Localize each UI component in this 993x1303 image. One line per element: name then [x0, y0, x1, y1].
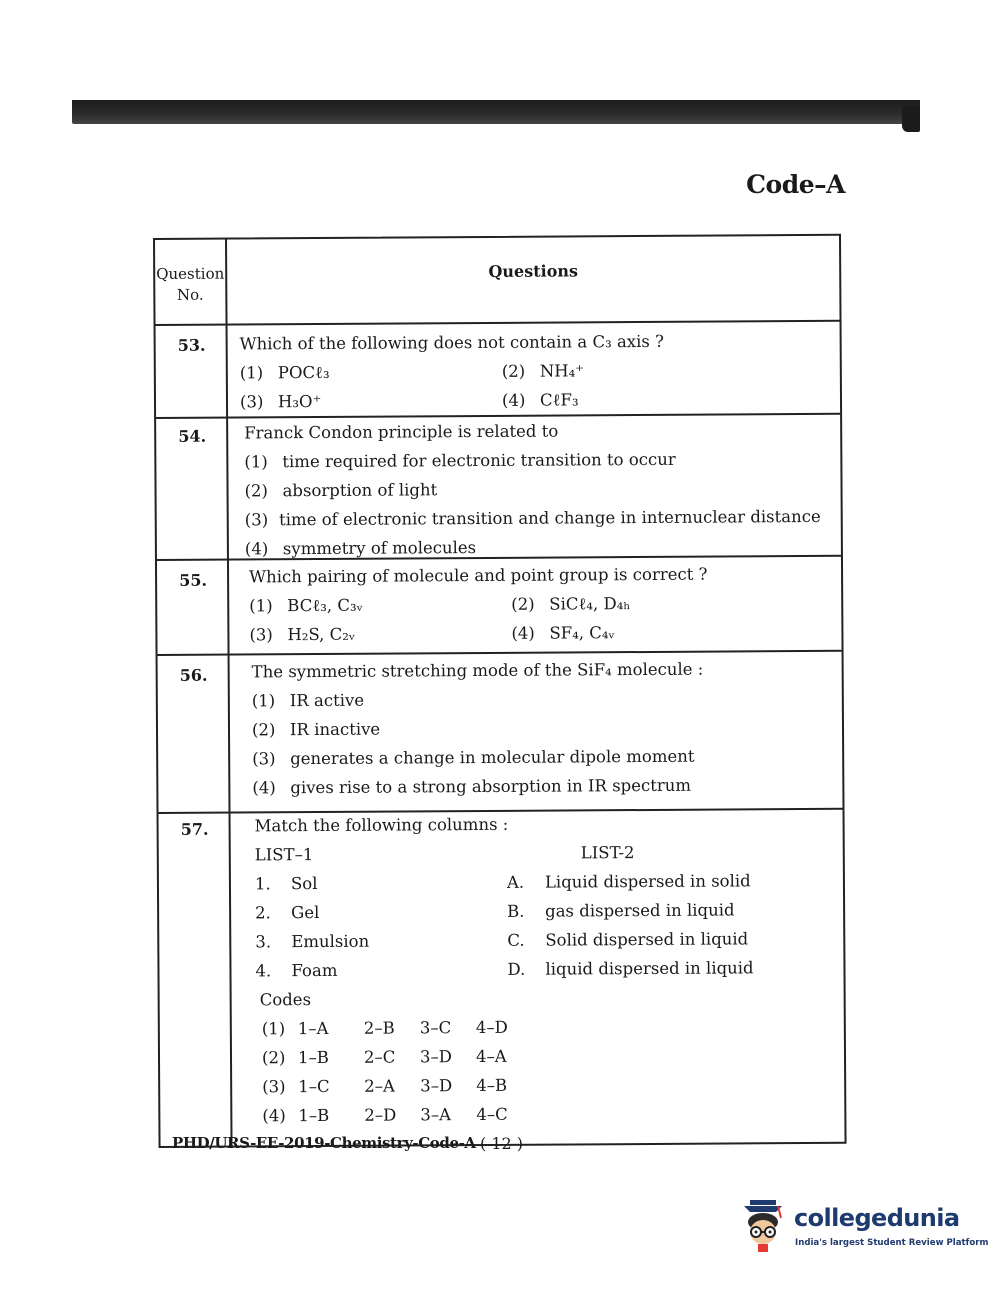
header-question-no: Question No.	[156, 264, 225, 304]
list-1-title: LIST–1	[254, 845, 314, 865]
option: (3) H₂S, C₂ᵥ	[249, 624, 356, 645]
option: (1) time required for electronic transition to occur	[244, 449, 676, 472]
option: (1) IR active	[251, 690, 365, 711]
column-divider	[225, 240, 233, 1146]
mascot-icon	[738, 1198, 790, 1256]
list-2	[507, 837, 784, 984]
option: (2) IR inactive	[251, 719, 381, 740]
list-2-item: C. Solid dispersed in liquid	[507, 929, 749, 950]
option: (2) SiCℓ₄, D₄ₕ	[511, 594, 631, 614]
list-2-item: A. Liquid dispersed in solid	[506, 871, 751, 892]
code-row: (2) 1–B 2–C 3–D 4–A	[261, 1046, 507, 1068]
question-text: Franck Condon principle is related to	[244, 421, 559, 443]
paper-code: Code–A	[746, 170, 845, 199]
option: (3) time of electronic transition and change in internuclear distance	[244, 506, 821, 530]
codes-label: Codes	[259, 990, 312, 1010]
brand-name: collegedunia	[794, 1204, 960, 1232]
question-number: 53.	[177, 335, 206, 355]
option: (3) generates a change in molecular dipole moment	[252, 746, 695, 769]
collegedunia-logo[interactable]	[738, 1198, 989, 1258]
page-number: ( 12 )	[480, 1134, 524, 1153]
question-text: Which of the following does not contain a C₃ axis ?	[239, 331, 664, 354]
codes-table	[256, 1011, 785, 1130]
row-divider	[156, 320, 840, 326]
question-number: 54.	[178, 426, 207, 446]
option: (1) BCℓ₃, C₃ᵥ	[249, 595, 363, 616]
option: (2) absorption of light	[244, 480, 438, 501]
option: (3) H₃O⁺	[239, 391, 322, 412]
scan-top-bar	[72, 100, 920, 124]
option: (2) NH₄⁺	[501, 361, 585, 381]
question-text: Match the following columns :	[254, 814, 509, 836]
list-1-item: 4. Foam	[255, 960, 338, 981]
code-row: (3) 1–C 2–A 3–D 4–B	[262, 1075, 508, 1097]
match-lists	[255, 837, 784, 985]
list-2-item: B. gas dispersed in liquid	[507, 900, 735, 921]
list-1-item: 1. Sol	[254, 874, 318, 894]
question-number: 57.	[180, 819, 209, 839]
option: (4) SF₄, C₄ᵥ	[511, 623, 615, 643]
option: (4) CℓF₃	[501, 390, 579, 410]
list-1-item: 3. Emulsion	[255, 931, 370, 952]
question-text: The symmetric stretching mode of the SiF₄ molecule :	[251, 659, 704, 682]
list-2-item: D. liquid dispersed in liquid	[507, 958, 754, 979]
option: (4) gives rise to a strong absorption in IR spectrum	[252, 775, 692, 798]
question-table	[153, 234, 847, 1148]
code-row: (4) 1–B 2–D 3–A 4–C	[262, 1104, 508, 1126]
question-57	[159, 808, 843, 1126]
option: (4) symmetry of molecules	[244, 538, 477, 559]
list-2-title: LIST-2	[580, 843, 635, 863]
question-number: 55.	[179, 570, 208, 590]
code-row: (1) 1–A 2–B 3–C 4–D	[261, 1017, 508, 1039]
option: (1) POCℓ₃	[239, 362, 330, 383]
brand-tagline: India's largest Student Review Platform	[795, 1238, 989, 1248]
footer-paper-code: PHD/URS-EE-2019-Chemistry-Code-A	[172, 1134, 476, 1152]
header-questions: Questions	[488, 261, 579, 281]
question-number: 56.	[179, 665, 208, 685]
list-1-item: 2. Gel	[255, 902, 320, 923]
question-text: Which pairing of molecule and point group is correct ?	[249, 564, 708, 587]
list-1	[255, 839, 508, 986]
